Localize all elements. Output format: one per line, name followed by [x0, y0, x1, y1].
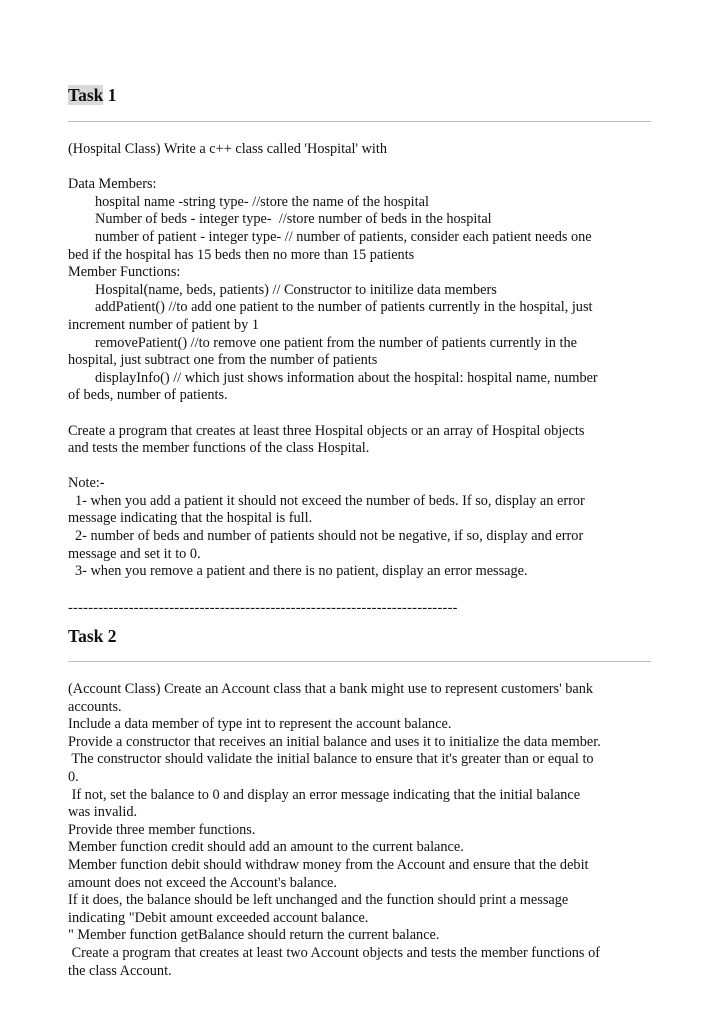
task1-body: [68, 141, 658, 581]
note-item-2: 2- number of beds and number of patients should not be negative, if so, display and error: [75, 528, 584, 545]
task1-heading: [68, 84, 116, 106]
task2-line: 0.: [68, 768, 79, 785]
data-member-beds: Number of beds - integer type- //store number of beds in the hospital: [95, 211, 492, 228]
member-function-displayinfo: displayInfo() // which just shows information about the hospital: hospital name, number: [95, 369, 598, 386]
task2-line: If not, set the balance to 0 and display an error message indicating that the initial balance: [68, 786, 581, 803]
task2-body: [68, 681, 658, 980]
member-function-addpatient-cont: increment number of patient by 1: [68, 316, 259, 333]
task2-rule: [68, 661, 651, 662]
task1-heading-number: 1: [103, 85, 117, 105]
note-item-2-cont: message and set it to 0.: [68, 545, 201, 562]
task2-line: was invalid.: [68, 804, 138, 821]
member-functions-label: Member Functions:: [68, 264, 181, 281]
task2-line: Provide three member functions.: [68, 821, 256, 838]
data-member-patients-cont: bed if the hospital has 15 beds then no more than 15 patients: [68, 246, 415, 263]
member-function-removepatient: removePatient() //to remove one patient from the number of patients currently in the: [95, 334, 577, 351]
task2-line: accounts.: [68, 698, 122, 715]
blank-line: [68, 458, 658, 476]
task2-line: " Member function getBalance should return the current balance.: [68, 927, 440, 944]
note-item-1-cont: message indicating that the hospital is full.: [68, 510, 313, 527]
task2-line: Create a program that creates at least two Account objects and tests the member functions of: [68, 944, 600, 961]
task2-line: If it does, the balance should be left unchanged and the function should print a message: [68, 892, 569, 909]
note-label: Note:-: [68, 475, 105, 492]
data-member-patients: number of patient - integer type- // number of patients, consider each patient needs one: [95, 228, 592, 245]
task2-line: The constructor should validate the initial balance to ensure that it's greater than or equal to: [68, 751, 594, 768]
task2-line: the class Account.: [68, 962, 172, 979]
note-item-1: 1- when you add a patient it should not exceed the number of beds. If so, display an error: [75, 492, 585, 509]
blank-line: [68, 405, 658, 423]
task2-line: (Account Class) Create an Account class that a bank might use to represent customers' bank: [68, 681, 594, 697]
task1-rule: [68, 121, 651, 122]
member-function-constructor: Hospital(name, beds, patients) // Constructor to initilize data members: [95, 281, 497, 298]
task1-intro: (Hospital Class) Write a c++ class called 'Hospital' with: [68, 141, 388, 157]
create-program-line-cont: and tests the member functions of the class Hospital.: [68, 440, 370, 457]
task2-line: Member function debit should withdraw money from the Account and ensure that the debit: [68, 856, 589, 873]
data-members-label: Data Members:: [68, 176, 157, 193]
member-function-displayinfo-cont: of beds, number of patients.: [68, 387, 228, 404]
task2-line: Include a data member of type int to represent the account balance.: [68, 716, 452, 733]
dashed-separator: -----------------------------------------------------------------------------: [68, 600, 458, 616]
task2-line: Provide a constructor that receives an initial balance and uses it to initialize the data member.: [68, 733, 601, 750]
task1-heading-highlight: Task: [68, 85, 104, 105]
member-function-removepatient-cont: hospital, just subtract one from the number of patients: [68, 352, 378, 369]
task2-line: amount does not exceed the Account's balance.: [68, 874, 337, 891]
task2-line: Member function credit should add an amount to the current balance.: [68, 839, 464, 856]
task2-heading: Task 2: [68, 626, 117, 646]
blank-line: [68, 159, 658, 177]
task2-line: indicating "Debit amount exceeded account balance.: [68, 909, 369, 926]
create-program-line: Create a program that creates at least three Hospital objects or an array of Hospital objects: [68, 422, 585, 439]
data-member-name: hospital name -string type- //store the name of the hospital: [95, 193, 429, 210]
note-item-3: 3- when you remove a patient and there is no patient, display an error message.: [75, 563, 528, 580]
member-function-addpatient: addPatient() //to add one patient to the number of patients currently in the hospital, just: [95, 299, 593, 316]
